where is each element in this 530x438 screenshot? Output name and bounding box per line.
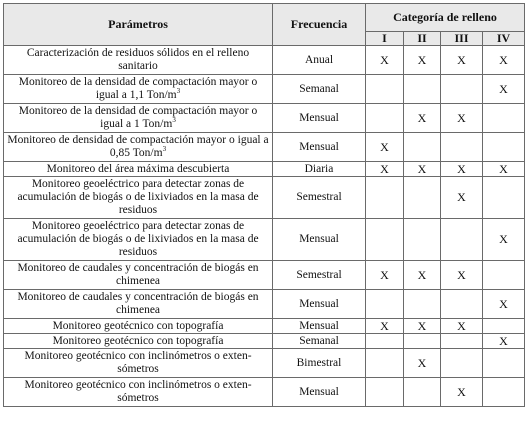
category-mark-cell: X: [483, 290, 525, 319]
table-row: [4, 219, 525, 261]
category-mark-cell: [483, 104, 525, 133]
parameter-cell: [4, 133, 273, 162]
category-mark-cell: [404, 75, 441, 104]
parameter-text: Monitoreo geotécnico con topografía: [52, 334, 224, 347]
category-mark-cell: [404, 290, 441, 319]
parameter-cell: [4, 46, 273, 75]
parameter-text: Monitoreo geoeléctrico para detectar zonas de acumulación de biogás o de lixiviados en la masa de residuos: [17, 220, 259, 258]
table-body: [4, 46, 525, 407]
param-header: Parámetros: [4, 4, 273, 46]
frequency-cell: Semanal: [273, 334, 366, 349]
category-mark-cell: X: [483, 219, 525, 261]
frequency-cell: Mensual: [273, 219, 366, 261]
category-mark-cell: [366, 75, 404, 104]
table-row: [4, 75, 525, 104]
parameter-text: Monitoreo de la densidad de compactación mayor o igual a 1,1 Ton/m: [18, 76, 258, 101]
parameter-text: Monitoreo de caudales y concentración de biogás en chimenea: [17, 291, 259, 316]
category-mark-cell: X: [441, 104, 483, 133]
table-row: [4, 133, 525, 162]
category-mark-cell: [366, 334, 404, 349]
parameter-cell: [4, 290, 273, 319]
table-row: [4, 319, 525, 334]
category-mark-cell: [404, 177, 441, 219]
category-mark-cell: X: [366, 319, 404, 334]
unit-superscript: 3: [176, 87, 181, 96]
monitoring-table: [3, 3, 525, 407]
category-mark-cell: X: [404, 349, 441, 378]
category-mark-cell: X: [483, 334, 525, 349]
category-mark-cell: X: [441, 378, 483, 407]
category-mark-cell: [404, 334, 441, 349]
table-row: [4, 104, 525, 133]
frequency-cell: Mensual: [273, 290, 366, 319]
frequency-cell: Anual: [273, 46, 366, 75]
category-mark-cell: X: [483, 162, 525, 177]
category-mark-cell: [483, 133, 525, 162]
unit-superscript: 3: [172, 116, 176, 125]
category-mark-cell: [366, 104, 404, 133]
category-mark-cell: [404, 219, 441, 261]
category-mark-cell: [441, 75, 483, 104]
frequency-cell: Diaria: [273, 162, 366, 177]
table-row: [4, 290, 525, 319]
table-row: [4, 378, 525, 407]
parameter-text: Monitoreo geotécnico con inclinómetros o exten-sómetros: [24, 379, 252, 404]
category-mark-cell: [483, 349, 525, 378]
category-ii-header: II: [404, 32, 441, 46]
category-mark-cell: [366, 219, 404, 261]
category-mark-cell: X: [441, 261, 483, 290]
category-mark-cell: [404, 378, 441, 407]
category-mark-cell: [366, 290, 404, 319]
category-mark-cell: X: [483, 46, 525, 75]
category-mark-cell: X: [404, 261, 441, 290]
parameter-cell: [4, 219, 273, 261]
parameter-text: Monitoreo de la densidad de compactación mayor o igual a 1 Ton/m: [18, 105, 258, 130]
category-mark-cell: X: [404, 104, 441, 133]
parameter-cell: [4, 75, 273, 104]
parameter-cell: [4, 162, 273, 177]
category-mark-cell: [483, 378, 525, 407]
category-mark-cell: [483, 177, 525, 219]
parameter-text: Monitoreo del área máxima descubierta: [46, 162, 230, 175]
table-row: [4, 46, 525, 75]
frequency-cell: Semestral: [273, 177, 366, 219]
category-mark-cell: X: [441, 46, 483, 75]
category-mark-cell: X: [366, 46, 404, 75]
parameter-cell: [4, 319, 273, 334]
parameter-text: Monitoreo de caudales y concentración de biogás en chimenea: [17, 262, 259, 287]
category-mark-cell: [483, 261, 525, 290]
table-row: [4, 162, 525, 177]
category-i-header: I: [366, 32, 404, 46]
category-mark-cell: X: [366, 162, 404, 177]
category-mark-cell: [441, 219, 483, 261]
monitoring-table-container: [3, 3, 525, 407]
category-mark-cell: X: [404, 319, 441, 334]
category-mark-cell: [441, 133, 483, 162]
category-iii-header: III: [441, 32, 483, 46]
category-iv-header: IV: [483, 32, 525, 46]
parameter-text: Monitoreo geotécnico con inclinómetros o exten-sómetros: [24, 350, 252, 375]
parameter-cell: [4, 177, 273, 219]
parameter-text: Monitoreo geoeléctrico para detectar zonas de acumulación de biogás o de lixiviados en la masa de residuos: [17, 178, 259, 216]
category-mark-cell: [441, 349, 483, 378]
frequency-cell: Mensual: [273, 319, 366, 334]
parameter-cell: [4, 334, 273, 349]
category-mark-cell: X: [366, 261, 404, 290]
table-row: [4, 177, 525, 219]
table-row: [4, 261, 525, 290]
parameter-text: Monitoreo geotécnico con topografía: [52, 319, 224, 332]
frequency-cell: Mensual: [273, 378, 366, 407]
parameter-cell: [4, 104, 273, 133]
frequency-header: Frecuencia: [273, 4, 366, 46]
frequency-cell: Semestral: [273, 261, 366, 290]
parameter-text: Monitoreo de densidad de compactación mayor o igual a 0,85 Ton/m: [7, 134, 269, 159]
category-mark-cell: [441, 290, 483, 319]
category-mark-cell: [366, 378, 404, 407]
frequency-cell: Mensual: [273, 133, 366, 162]
category-mark-cell: [366, 177, 404, 219]
table-row: [4, 349, 525, 378]
unit-superscript: 3: [162, 145, 167, 154]
parameter-cell: [4, 378, 273, 407]
category-mark-cell: [404, 133, 441, 162]
table-row: [4, 334, 525, 349]
category-mark-cell: X: [366, 133, 404, 162]
category-mark-cell: X: [441, 319, 483, 334]
category-mark-cell: X: [404, 46, 441, 75]
category-mark-cell: X: [441, 162, 483, 177]
category-mark-cell: X: [441, 177, 483, 219]
parameter-text: Caracterización de residuos sólidos en el relleno sanitario: [26, 47, 250, 72]
category-mark-cell: X: [483, 75, 525, 104]
frequency-cell: Mensual: [273, 104, 366, 133]
category-mark-cell: [483, 319, 525, 334]
parameter-cell: [4, 349, 273, 378]
frequency-cell: Bimestral: [273, 349, 366, 378]
category-header: Categoría de relleno: [366, 4, 525, 32]
parameter-cell: [4, 261, 273, 290]
category-mark-cell: [366, 349, 404, 378]
category-mark-cell: [441, 334, 483, 349]
category-mark-cell: X: [404, 162, 441, 177]
frequency-cell: Semanal: [273, 75, 366, 104]
